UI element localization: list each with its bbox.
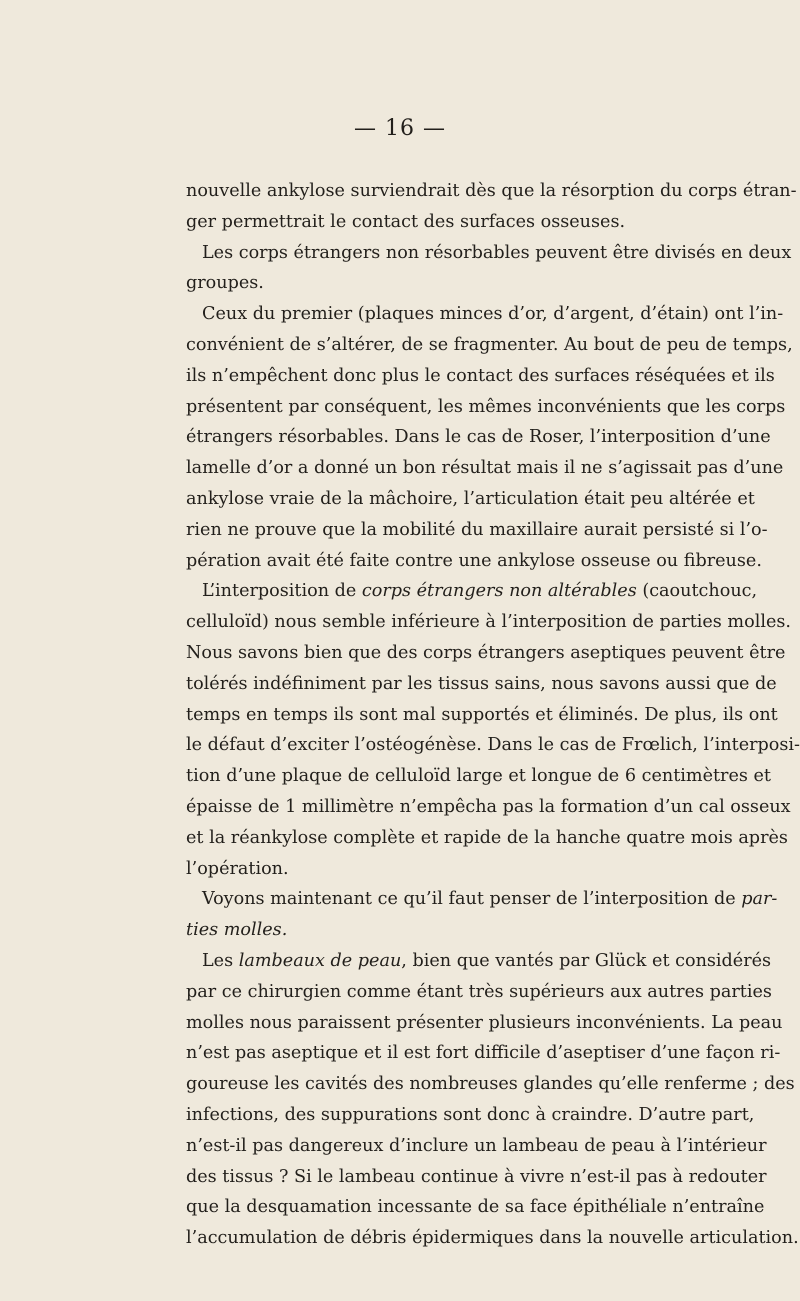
text-line: [186, 638, 786, 669]
text-line: [186, 1131, 767, 1162]
text-line: [186, 238, 792, 269]
text-line: [186, 1223, 799, 1254]
text-line: [186, 330, 793, 361]
text-segment: goureuse les cavités des nombreuses glandes qu’elle renferme ; des: [186, 1074, 795, 1095]
text-line: [186, 669, 777, 700]
text-segment: ils n’empêchent donc plus le contact des surfaces réséquées et ils: [186, 365, 775, 386]
text-line: [186, 1162, 767, 1193]
text-line: [186, 1100, 755, 1131]
text-segment: rien ne prouve que la mobilité du maxillaire aurait persisté si l’o-: [186, 519, 768, 540]
text-line: [186, 730, 800, 761]
text-line: [186, 576, 758, 607]
text-segment: des tissus ? Si le lambeau continue à vivre n’est-il pas à redouter: [186, 1166, 767, 1187]
text-line: [186, 453, 784, 484]
text-line: [186, 515, 768, 546]
text-line: [186, 1008, 783, 1039]
text-line: [186, 1192, 765, 1223]
text-segment: tolérés indéfiniment par les tissus sains, nous savons aussi que de: [186, 673, 777, 694]
text-segment: groupes.: [186, 273, 264, 294]
body-text: [186, 176, 800, 1254]
text-line: [186, 884, 778, 915]
italic-phrase: ties molles.: [186, 920, 288, 941]
text-line: [186, 268, 752, 299]
text-line: [186, 915, 752, 946]
text-segment: épaisse de 1 millimètre n’empêcha pas la formation d’un cal osseux: [186, 796, 791, 817]
text-line: [186, 1069, 795, 1100]
text-line: [186, 546, 762, 577]
italic-phrase: lambeaux de peau: [238, 950, 402, 971]
text-line: [186, 1038, 781, 1069]
text-line: [186, 207, 752, 238]
text-segment: ger permettrait le contact des surfaces osseuses.: [186, 211, 626, 232]
text-segment: L’interposition de: [202, 581, 362, 602]
text-segment: Voyons maintenant ce qu’il faut penser de l’interposition de: [202, 889, 742, 910]
text-line: [186, 361, 775, 392]
italic-phrase: par-: [741, 889, 778, 910]
text-line: [186, 700, 778, 731]
text-segment: lamelle d’or a donné un bon résultat mais il ne s’agissait pas d’une: [186, 458, 784, 479]
text-segment: , bien que vantés par Glück et considérés: [401, 950, 772, 971]
text-line: [186, 176, 797, 207]
italic-phrase: corps étrangers non altérables: [361, 581, 637, 602]
page-number: — 16 —: [354, 116, 446, 141]
text-line: [186, 484, 755, 515]
text-line: [186, 854, 752, 885]
text-segment: ankylose vraie de la mâchoire, l’articulation était peu altérée et: [186, 488, 755, 509]
text-segment: l’accumulation de débris épidermiques dans la nouvelle articulation.: [186, 1228, 799, 1249]
text-segment: et la réankylose complète et rapide de la hanche quatre mois après: [186, 827, 788, 848]
text-line: [186, 392, 786, 423]
text-segment: celluloïd) nous semble inférieure à l’interposition de parties molles.: [186, 612, 791, 633]
text-segment: par ce chirurgien comme étant très supérieurs aux autres parties: [186, 981, 772, 1002]
text-segment: temps en temps ils sont mal supportés et éliminés. De plus, ils ont: [186, 704, 778, 725]
text-segment: Ceux du premier (plaques minces d’or, d’argent, d’étain) ont l’in-: [202, 304, 784, 325]
text-segment: infections, des suppurations sont donc à craindre. D’autre part,: [186, 1104, 755, 1125]
text-segment: molles nous paraissent présenter plusieurs inconvénients. La peau: [186, 1012, 783, 1033]
text-line: [186, 422, 771, 453]
text-segment: que la desquamation incessante de sa face épithéliale n’entraîne: [186, 1197, 765, 1218]
text-segment: pération avait été faite contre une ankylose osseuse ou fibreuse.: [186, 550, 762, 571]
text-line: [186, 607, 791, 638]
text-segment: étrangers résorbables. Dans le cas de Roser, l’interposition d’une: [186, 427, 771, 448]
text-segment: Nous savons bien que des corps étrangers aseptiques peuvent être: [186, 642, 786, 663]
text-line: [186, 761, 771, 792]
text-segment: Les: [202, 950, 239, 971]
text-segment: n’est pas aseptique et il est fort difficile d’aseptiser d’une façon ri-: [186, 1043, 781, 1064]
text-segment: (caoutchouc,: [636, 581, 758, 602]
text-line: [186, 946, 772, 977]
text-segment: nouvelle ankylose surviendrait dès que la résorption du corps étran-: [186, 181, 797, 201]
text-segment: Les corps étrangers non résorbables peuvent être divisés en deux: [202, 242, 792, 263]
text-segment: convénient de s’altérer, de se fragmenter. Au bout de peu de temps,: [186, 334, 793, 355]
text-segment: tion d’une plaque de celluloïd large et longue de 6 centimètres et: [186, 766, 771, 787]
text-line: [186, 823, 788, 854]
text-segment: n’est-il pas dangereux d’inclure un lambeau de peau à l’intérieur: [186, 1135, 767, 1156]
text-segment: le défaut d’exciter l’ostéogénèse. Dans le cas de Frœlich, l’interposi-: [186, 735, 800, 756]
text-segment: présentent par conséquent, les mêmes inconvénients que les corps: [186, 396, 786, 417]
text-line: [186, 977, 772, 1008]
text-segment: l’opération.: [186, 858, 289, 879]
text-line: [186, 299, 784, 330]
text-line: [186, 792, 791, 823]
